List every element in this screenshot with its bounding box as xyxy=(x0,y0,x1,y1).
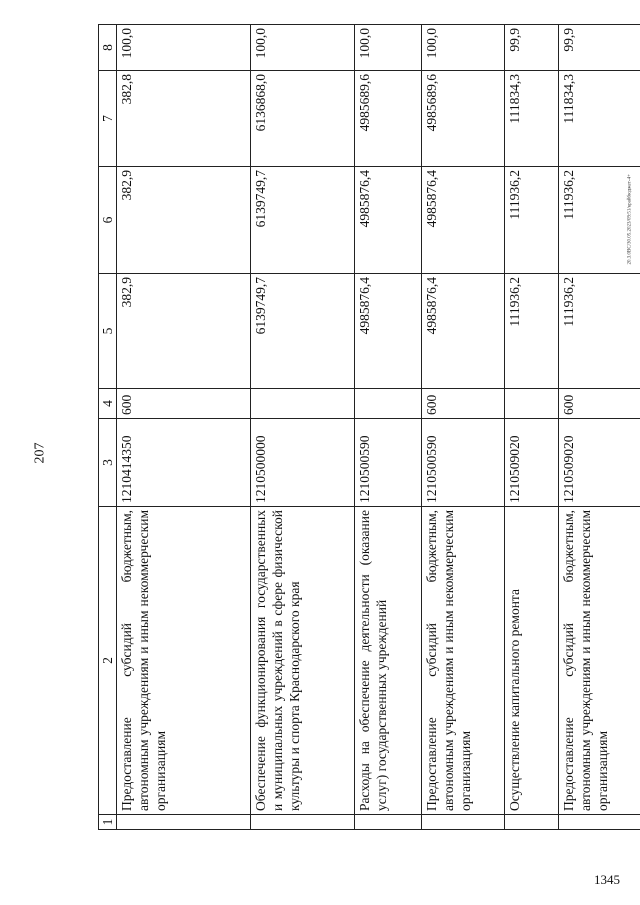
row-code: 1210500590 xyxy=(422,419,505,507)
row-col8: 100,0 xyxy=(251,25,355,71)
header-col-6: 6 xyxy=(99,167,117,274)
row-col5: 382,9 xyxy=(117,274,251,389)
header-col-5: 5 xyxy=(99,274,117,389)
footer-page-number: 1345 xyxy=(594,872,620,887)
header-col-3: 3 xyxy=(99,419,117,507)
row-col6: 4985876,4 xyxy=(355,167,422,274)
document-stamp: 20.3.0ВС/30.05.2023/09:51/крайбюджет-4+ xyxy=(627,174,633,265)
row-col5: 4985876,4 xyxy=(422,274,505,389)
header-col-4: 4 xyxy=(99,389,117,419)
budget-table-rotated xyxy=(98,25,610,830)
row-col6: 4985876,4 xyxy=(422,167,505,274)
row-col6: 382,9 xyxy=(117,167,251,274)
budget-table xyxy=(98,24,640,830)
table-row xyxy=(355,25,422,830)
table-row xyxy=(251,25,355,830)
header-col-7: 7 xyxy=(99,71,117,167)
row-col8: 99,9 xyxy=(505,25,559,71)
row-name: Предоставление субсидий бюджетным, автономным учреждениям и иным некоммерческим организациям xyxy=(117,507,251,815)
row-name: Обеспечение функционирования государственных и муниципальных учреждений в сфере физической культуры и спорта Краснодарского края xyxy=(251,507,355,815)
row-code: 1210509020 xyxy=(559,419,640,507)
header-col-1: 1 xyxy=(99,815,117,830)
row-col7: 4985689,6 xyxy=(355,71,422,167)
header-col-8: 8 xyxy=(99,25,117,71)
row-col5: 4985876,4 xyxy=(355,274,422,389)
row-vr: 600 xyxy=(117,389,251,419)
row-col8: 100,0 xyxy=(355,25,422,71)
table-row xyxy=(559,25,640,830)
row-vr xyxy=(355,389,422,419)
row-vr: 600 xyxy=(422,389,505,419)
row-vr xyxy=(251,389,355,419)
table-row xyxy=(422,25,505,830)
row-code: 1210500000 xyxy=(251,419,355,507)
row-col7: 382,8 xyxy=(117,71,251,167)
row-name: Предоставление субсидий бюджетным, автономным учреждениям и иным некоммерческим организациям xyxy=(422,507,505,815)
row-col6: 6139749,7 xyxy=(251,167,355,274)
header-col-2: 2 xyxy=(99,507,117,815)
row-col8: 99,9 xyxy=(559,25,640,71)
row-name: Осуществление капитального ремонта xyxy=(505,507,559,815)
row-col6: 111936,2 xyxy=(559,167,640,274)
row-name: Расходы на обеспечение деятельности (оказание услуг) государственных учреждений xyxy=(355,507,422,815)
row-code: 1210414350 xyxy=(117,419,251,507)
row-col5: 111936,2 xyxy=(559,274,640,389)
row-code: 1210500590 xyxy=(355,419,422,507)
row-col8: 100,0 xyxy=(117,25,251,71)
row-col7: 4985689,6 xyxy=(422,71,505,167)
row-vr: 600 xyxy=(559,389,640,419)
table-row xyxy=(117,25,251,830)
row-col6: 111936,2 xyxy=(505,167,559,274)
row-col7: 111834,3 xyxy=(505,71,559,167)
table-row xyxy=(505,25,559,830)
row-col5: 6139749,7 xyxy=(251,274,355,389)
row-col7: 6136868,0 xyxy=(251,71,355,167)
table-header-row xyxy=(99,25,117,830)
row-col5: 111936,2 xyxy=(505,274,559,389)
row-col8: 100,0 xyxy=(422,25,505,71)
row-name: Предоставление субсидий бюджетным, автономным учреждениям и иным некоммерческим организациям xyxy=(559,507,640,815)
page-number: 207 xyxy=(32,442,48,464)
row-col7: 111834,3 xyxy=(559,71,640,167)
row-code: 1210509020 xyxy=(505,419,559,507)
row-vr xyxy=(505,389,559,419)
